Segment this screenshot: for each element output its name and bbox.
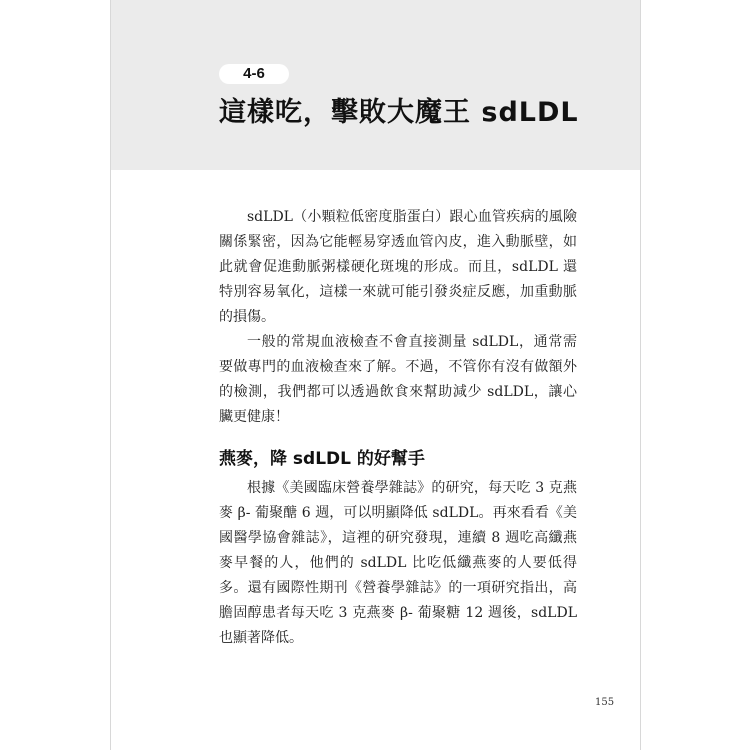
book-page: [110, 0, 641, 750]
body-paragraph-3: 根據《美國臨床營養學雜誌》的研究，每天吃 3 克燕麥 β- 葡聚醣 6 週，可以明顯降低 sdLDL。再來看看《美國醫學協會雜誌》，這裡的研究發現，連續 8 週吃高纖燕麥早餐的人，他們的 sdLDL 比吃低纖燕麥的人要低得多。還有國際性期刊《營養學雜誌》的一項研究指出，高膽固醇患者每天吃 3 克燕麥 β- 葡聚糖 12 週後，sdLDL 也顯著降低。: [219, 480, 577, 646]
chapter-title: 這樣吃，擊敗大魔王 sdLDL: [219, 97, 579, 128]
body-paragraph-2: 一般的常規血液檢查不會直接測量 sdLDL，通常需要做專門的血液檢查來了解。不過，不管你有沒有做額外的檢測，我們都可以透過飲食來幫助減少 sdLDL，讓心臟更健康！: [219, 334, 577, 425]
section-subheading: 燕麥，降 sdLDL 的好幫手: [219, 449, 425, 469]
chapter-header-band: [111, 0, 640, 170]
body-paragraph-1: sdLDL（小顆粒低密度脂蛋白）跟心血管疾病的風險關係緊密，因為它能輕易穿透血管內皮，進入動脈壁，如此就會促進動脈粥樣硬化斑塊的形成。而且，sdLDL 還特別容易氧化，這樣一來就可能引發炎症反應，加重動脈的損傷。: [219, 209, 577, 325]
section-number-badge: 4-6: [219, 64, 289, 84]
page-number: 155: [595, 697, 615, 708]
